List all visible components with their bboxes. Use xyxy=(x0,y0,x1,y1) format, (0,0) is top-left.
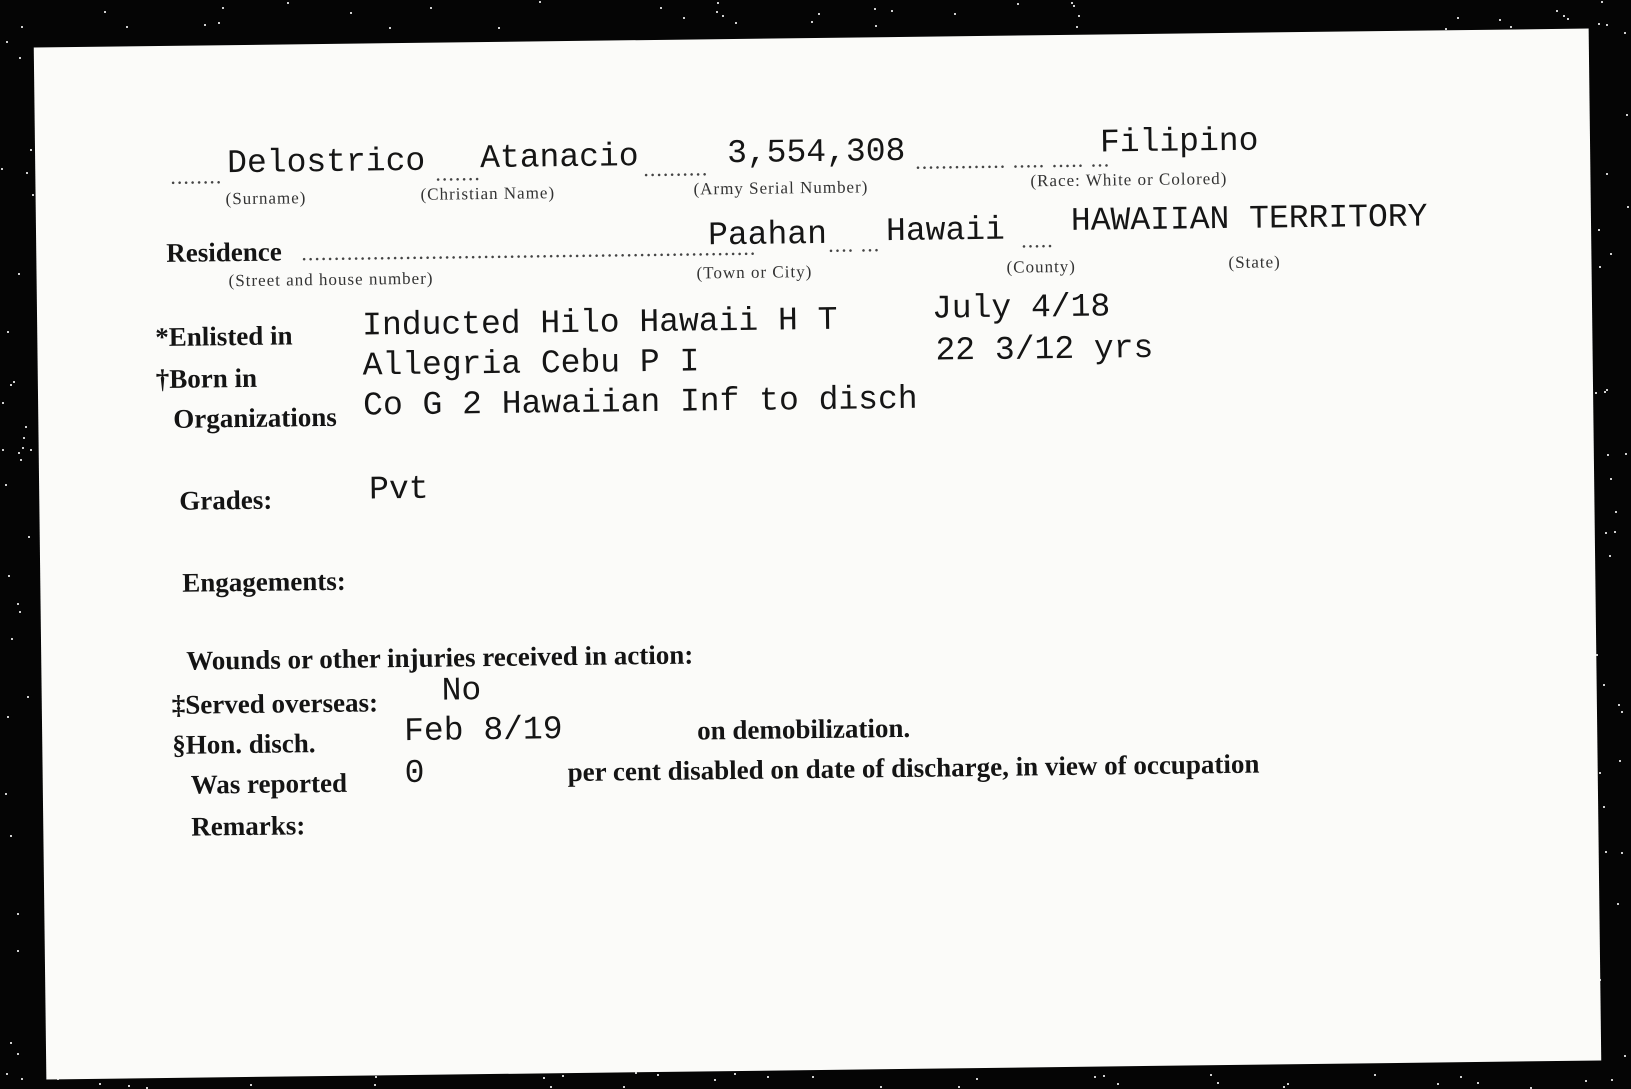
wounds-label: Wounds or other injuries received in action: xyxy=(186,639,694,676)
scan-speck xyxy=(30,149,32,151)
scan-speck xyxy=(1599,266,1601,268)
scan-speck xyxy=(958,1086,960,1088)
scan-speck xyxy=(880,1086,882,1088)
hon-disch-label: §Hon. disch. xyxy=(172,728,316,760)
scan-speck xyxy=(1619,760,1621,762)
scan-speck xyxy=(1624,32,1626,34)
scan-speck xyxy=(1103,1075,1105,1077)
overseas-label: ‡Served overseas: xyxy=(171,687,379,720)
scan-speck xyxy=(17,950,19,952)
scan-speck xyxy=(1076,26,1078,28)
scan-speck xyxy=(21,1078,23,1080)
overseas-value: No xyxy=(441,672,482,710)
organizations-value: Co G 2 Hawaiian Inf to disch xyxy=(362,380,918,425)
scan-speck xyxy=(218,22,220,24)
county-caption: (County) xyxy=(1006,256,1077,277)
scan-speck xyxy=(17,913,19,915)
scan-speck xyxy=(104,11,106,13)
scan-speck xyxy=(5,484,7,486)
scan-speck xyxy=(1437,1083,1439,1085)
scan-speck xyxy=(32,194,34,196)
scan-speck xyxy=(1607,454,1609,456)
leader-dots: ........ xyxy=(170,163,223,189)
scan-speck xyxy=(11,638,13,640)
scan-speck xyxy=(350,12,352,14)
scan-speck xyxy=(875,25,877,27)
enlisted-value: Inducted Hilo Hawaii H T xyxy=(361,301,838,345)
scan-speck xyxy=(1617,903,1619,905)
scan-speck xyxy=(17,603,19,605)
scan-speck xyxy=(1094,1076,1096,1078)
scan-speck xyxy=(1621,711,1623,713)
state-caption: (State) xyxy=(1228,252,1281,272)
scan-speck xyxy=(25,426,27,428)
scan-speck xyxy=(1625,453,1627,455)
scan-speck xyxy=(204,24,206,26)
scan-speck xyxy=(1567,18,1569,20)
scan-speck xyxy=(28,536,30,538)
scan-speck xyxy=(19,611,21,613)
grades-label: Grades: xyxy=(179,484,273,516)
scan-speck xyxy=(1017,3,1019,5)
scan-speck xyxy=(623,1086,625,1088)
scan-speck xyxy=(1595,392,1597,394)
scan-speck xyxy=(1614,531,1616,533)
reported-value: 0 xyxy=(404,754,425,793)
race-value: Filipino xyxy=(1099,122,1259,162)
scan-speck xyxy=(1530,1087,1532,1089)
state-value: HAWAIIAN TERRITORY xyxy=(1070,198,1428,240)
scan-speck xyxy=(1621,852,1623,854)
scan-speck xyxy=(1283,1086,1285,1088)
scan-speck xyxy=(1604,391,1606,393)
enlisted-label: *Enlisted in xyxy=(155,320,293,353)
reported-label: Was reported xyxy=(190,767,348,800)
scan-speck xyxy=(1477,1082,1479,1084)
scan-speck xyxy=(660,7,662,9)
born-label: †Born in xyxy=(155,362,258,395)
town-caption: (Town or City) xyxy=(696,262,813,283)
scan-speck xyxy=(1610,253,1612,255)
scan-speck xyxy=(1615,511,1617,513)
scan-speck xyxy=(891,10,893,12)
scan-speck xyxy=(30,449,32,451)
scan-speck xyxy=(767,1076,769,1078)
scan-speck xyxy=(714,1079,716,1081)
hon-disch-value: Feb 8/19 xyxy=(403,711,563,751)
scan-speck xyxy=(1457,17,1459,19)
scan-speck xyxy=(683,17,685,19)
scan-speck xyxy=(8,575,10,577)
hon-disch-suffix: on demobilization. xyxy=(696,712,911,746)
leader-dots: .... ... xyxy=(828,231,881,257)
scan-speck xyxy=(1610,478,1612,480)
enlisted-date: July 4/18 xyxy=(931,288,1111,328)
scan-speck xyxy=(635,1072,637,1074)
grades-value: Pvt xyxy=(368,470,429,509)
scan-speck xyxy=(1603,806,1605,808)
scan-speck xyxy=(10,835,12,837)
surname-caption: (Surname) xyxy=(225,188,307,209)
scan-speck xyxy=(1605,532,1607,534)
scan-speck xyxy=(7,716,9,718)
born-value: Allegria Cebu P I xyxy=(362,343,700,385)
scan-speck xyxy=(1606,173,1608,175)
scan-speck xyxy=(18,452,20,454)
scan-speck xyxy=(1603,684,1605,686)
scan-speck xyxy=(21,26,23,28)
scan-speck xyxy=(1618,704,1620,706)
scan-speck xyxy=(735,22,737,24)
scan-speck xyxy=(99,1083,101,1085)
serial-number-value: 3,554,308 xyxy=(726,132,906,173)
scan-speck xyxy=(375,1076,377,1078)
scan-speck xyxy=(874,8,876,10)
scan-speck xyxy=(1627,206,1629,208)
scan-speck xyxy=(1611,1079,1613,1081)
scan-speck xyxy=(1217,1082,1219,1084)
born-age: 22 3/12 yrs xyxy=(935,329,1154,370)
scan-speck xyxy=(657,1074,659,1076)
scan-speck xyxy=(1210,1074,1212,1076)
scan-speck xyxy=(1287,1083,1289,1085)
scan-speck xyxy=(1078,15,1080,17)
town-value: Paahan xyxy=(707,215,828,255)
scan-speck xyxy=(2,402,4,404)
leader-dots: ..... xyxy=(1021,227,1054,253)
scan-speck xyxy=(1460,1076,1462,1078)
scan-speck xyxy=(10,1042,12,1044)
scan-speck xyxy=(27,696,29,698)
scan-speck xyxy=(7,331,9,333)
scan-speck xyxy=(374,1084,376,1086)
scan-speck xyxy=(26,172,28,174)
scan-speck xyxy=(1073,5,1075,7)
scan-speck xyxy=(976,1078,978,1080)
serial-number-caption: (Army Serial Number) xyxy=(693,177,869,199)
remarks-label: Remarks: xyxy=(191,810,306,842)
scan-speck xyxy=(287,2,289,4)
scan-speck xyxy=(734,1073,736,1075)
scan-speck xyxy=(1499,19,1501,21)
scan-speck xyxy=(430,7,432,9)
christian-name-value: Atanacio xyxy=(479,138,639,178)
scan-speck xyxy=(13,381,15,383)
organizations-label: Organizations xyxy=(173,401,337,434)
scan-speck xyxy=(389,27,391,29)
scan-speck xyxy=(18,273,20,275)
scan-speck xyxy=(562,1075,564,1077)
scan-speck xyxy=(550,1086,552,1088)
scan-speck xyxy=(6,41,8,43)
scan-speck xyxy=(250,1084,252,1086)
scan-speck xyxy=(19,57,21,59)
scan-speck xyxy=(22,447,24,449)
residence-label: Residence xyxy=(166,236,282,268)
leader-dots: ...................................................................... xyxy=(301,234,757,266)
scan-speck xyxy=(20,459,22,461)
scan-speck xyxy=(1374,1074,1376,1076)
scan-speck xyxy=(6,1073,8,1075)
county-value: Hawaii xyxy=(885,211,1006,251)
scan-speck xyxy=(1117,1083,1119,1085)
scan-speck xyxy=(498,27,500,29)
scan-speck xyxy=(818,13,820,15)
scan-speck xyxy=(716,11,718,13)
scan-speck xyxy=(10,384,12,386)
engagements-label: Engagements: xyxy=(182,565,346,598)
scan-speck xyxy=(1609,555,1611,557)
race-caption: (Race: White or Colored) xyxy=(1030,168,1228,191)
street-caption: (Street and house number) xyxy=(228,268,434,291)
scan-speck xyxy=(5,793,7,795)
scan-speck xyxy=(1585,1080,1587,1082)
scan-speck xyxy=(1598,229,1600,231)
scan-speck xyxy=(1606,24,1608,26)
leader-dots: ....... xyxy=(435,160,481,186)
scan-speck xyxy=(717,2,719,4)
scan-speck xyxy=(1601,1,1603,3)
leader-dots: .......... xyxy=(643,155,709,182)
scan-speck xyxy=(811,21,813,23)
record-card xyxy=(34,29,1601,1080)
scan-speck xyxy=(722,15,724,17)
scan-speck xyxy=(1563,15,1565,17)
scan-speck xyxy=(222,7,224,9)
scan-speck xyxy=(812,1076,814,1078)
leader-dots: .............. ..... ..... ... xyxy=(915,146,1111,174)
scan-speck xyxy=(17,1053,19,1055)
scan-speck xyxy=(954,13,956,15)
scan-speck xyxy=(1599,772,1601,774)
scan-speck xyxy=(1605,851,1607,853)
surname-value: Delostrico xyxy=(226,142,426,183)
scan-speck xyxy=(1624,1055,1626,1057)
scan-speck xyxy=(1598,23,1600,25)
scan-speck xyxy=(539,1,541,3)
christian-name-caption: (Christian Name) xyxy=(420,183,556,204)
scan-speck xyxy=(1556,10,1558,12)
scan-speck xyxy=(128,1085,130,1087)
scan-speck xyxy=(2,449,4,451)
left-scan-border xyxy=(0,0,38,1089)
scan-speck xyxy=(1510,26,1512,28)
scan-speck xyxy=(1606,389,1608,391)
scan-speck xyxy=(126,26,128,28)
reported-suffix: per cent disabled on date of discharge, in view of occupation xyxy=(567,748,1260,788)
scan-speck xyxy=(23,437,25,439)
scan-speck xyxy=(1,168,3,170)
scan-speck xyxy=(543,1077,545,1079)
scan-speck xyxy=(1626,114,1628,116)
